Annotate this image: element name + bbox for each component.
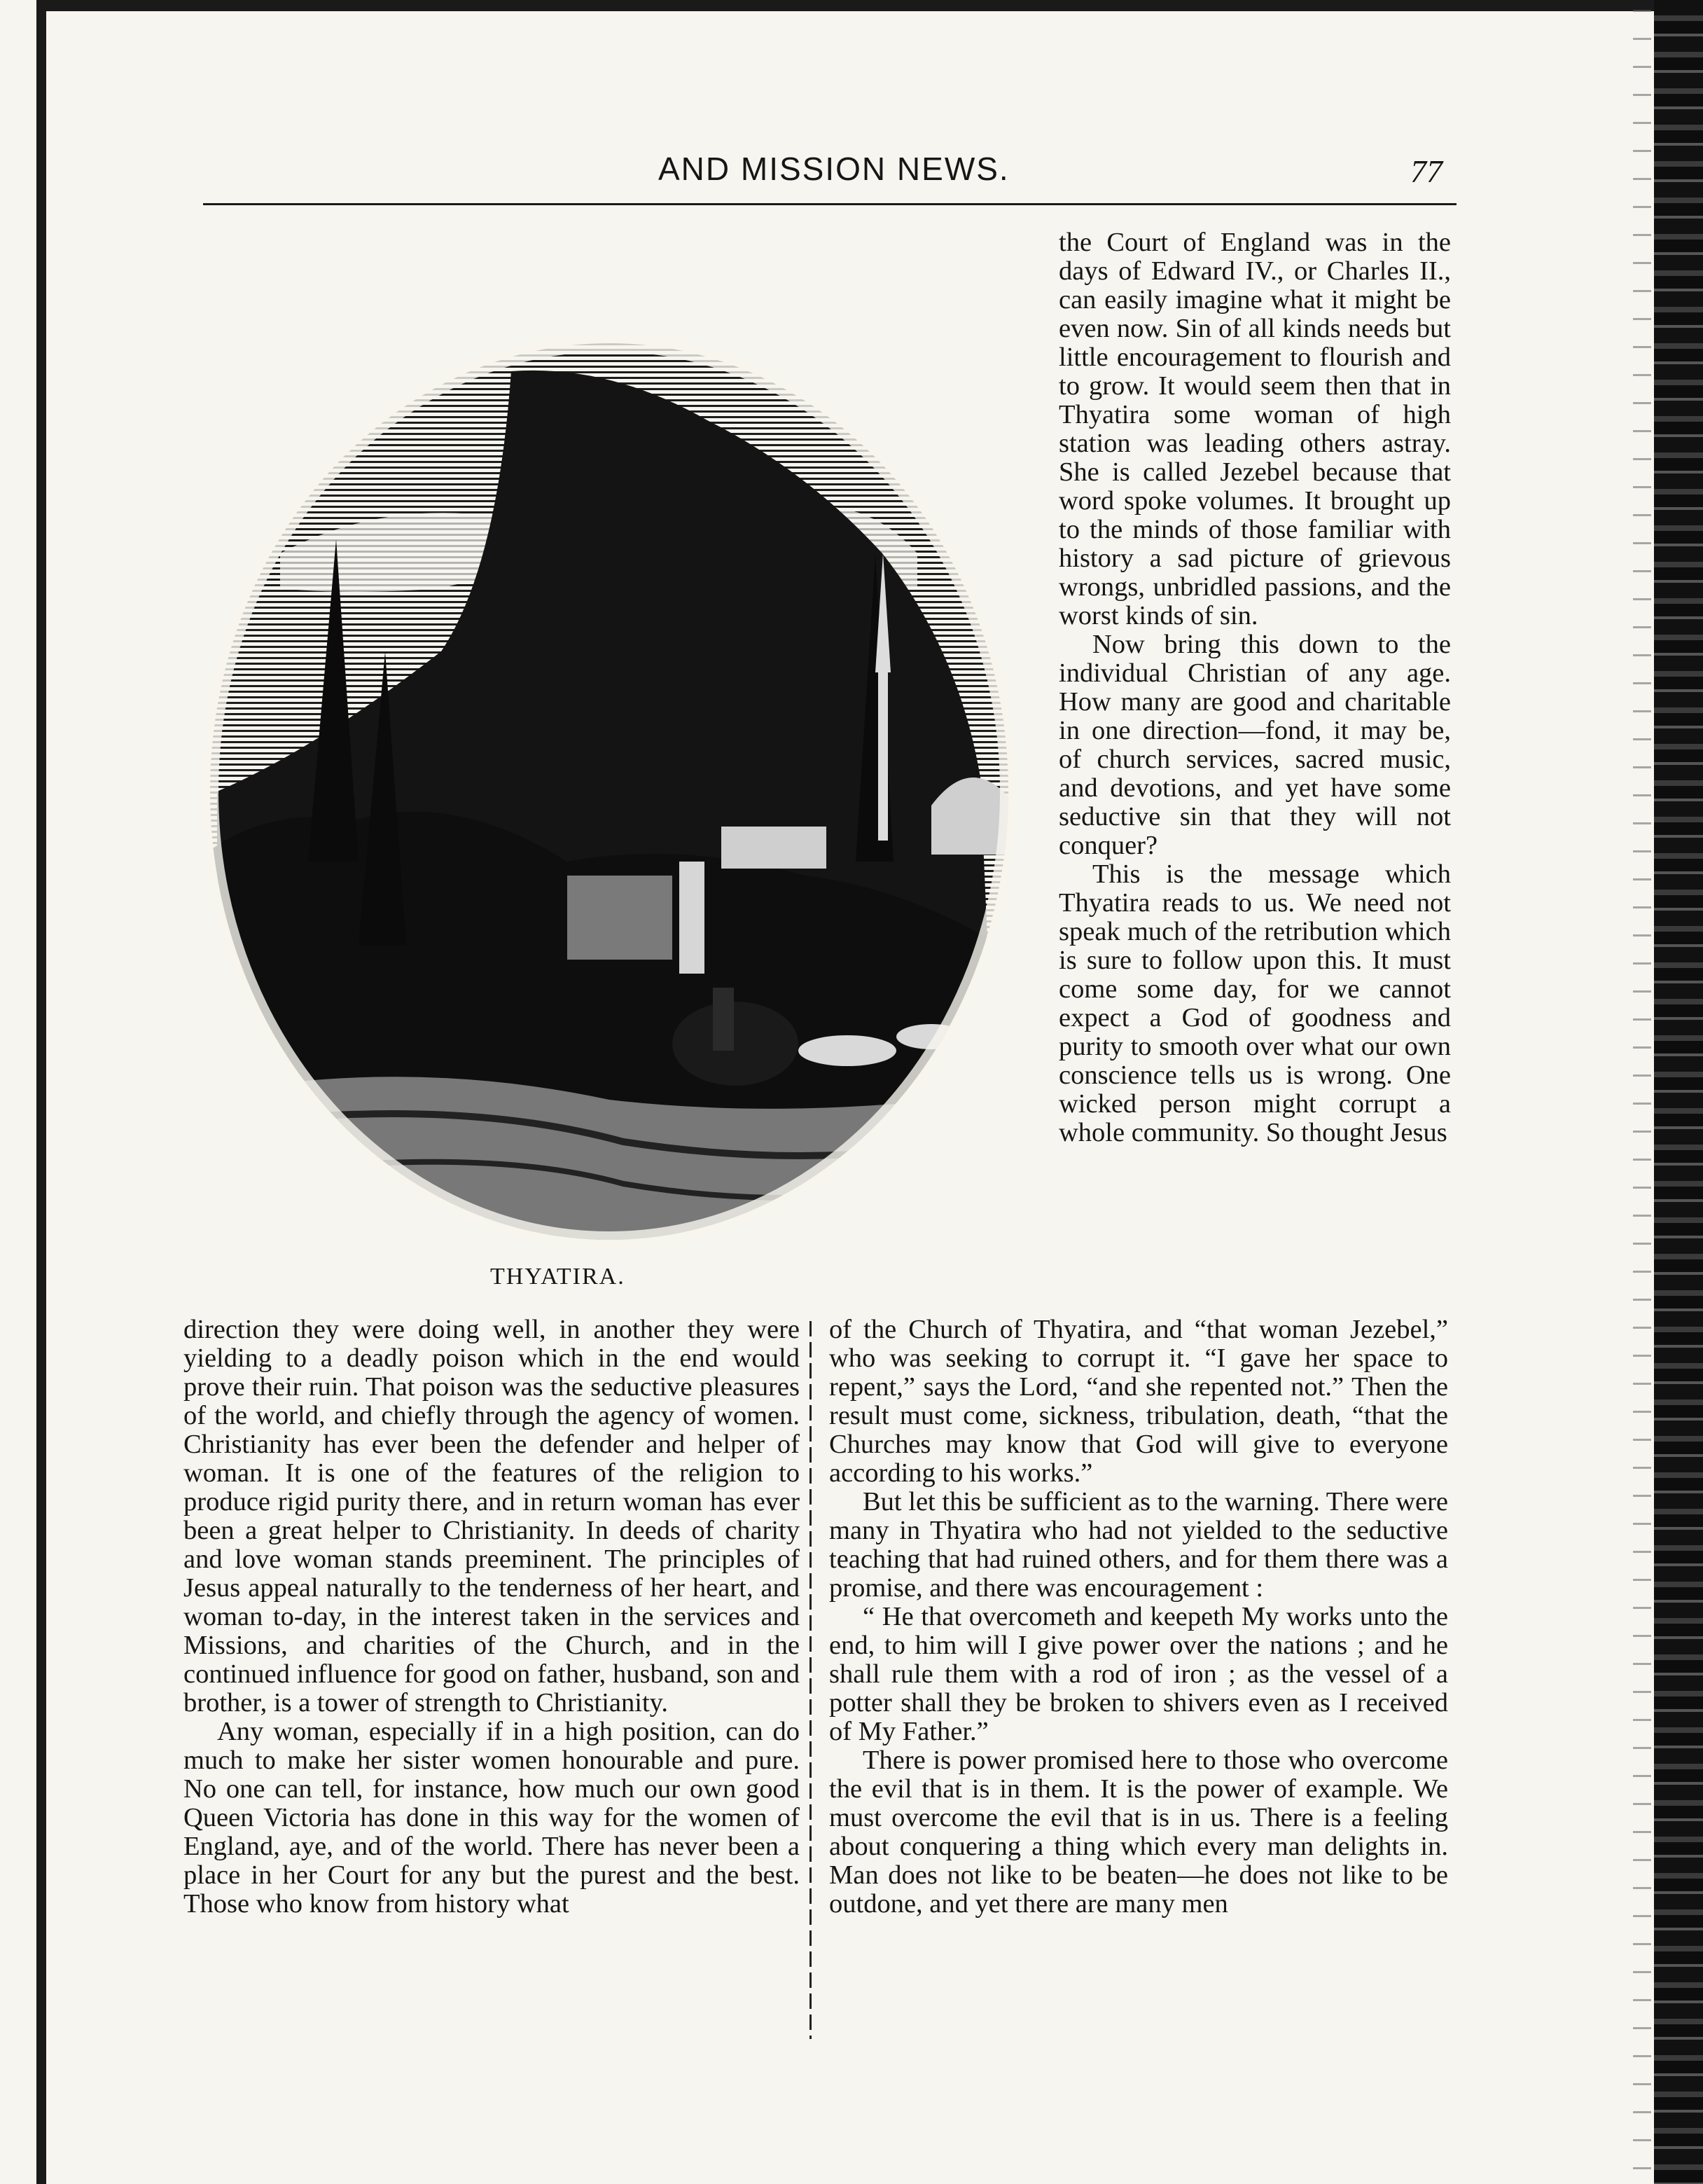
thyatira-engraving: [175, 259, 1043, 1261]
page-frame-top: [36, 0, 1675, 11]
page-frame-left: [36, 0, 46, 2184]
paragraph: the Court of England was in the days of Edward IV., or Charles II., can easily imagine what it might be even now. Sin of all kinds needs but little encouragement to flourish and to grow. It would seem then that in Thyatira some woman of high station was leading others astray. She is called Jezebel because that word spoke volumes. It brought up to the minds of those familiar with history a sad picture of grievous wrongs, unbridled passions, and the worst kinds of sin.: [1059, 228, 1451, 630]
paragraph: direction they were doing well, in another they were yielding to a deadly poison which in the end would prove their ruin. That poison was the seductive pleasures of the world, and chiefly through the agency of women. Christianity has ever been the defender and helper of woman. It is one of the features of the religion to produce rigid purity there, and in return woman has ever been a great helper to Christianity. In deeds of charity and love woman stands preeminent. The principles of Jesus appeal naturally to the tenderness of her heart, and woman to-day, in the interest taken in the services and Missions, and charities of the Church, and in the continued influence for good on father, husband, son and brother, is a tower of strength to Christianity.: [183, 1315, 800, 1718]
paragraph: This is the message which Thyatira reads to us. We need not speak much of the retribution which is sure to follow upon this. It must come some day, for we cannot expect a God of goodness and purity to smooth over what our own conscience tells us is wrong. One wicked person might corrupt a whole community. So thought Jesus: [1059, 859, 1451, 1147]
header-title: AND MISSION NEWS.: [658, 151, 1010, 187]
paragraph: of the Church of Thyatira, and “that woman Jezebel,” who was seeking to corrupt it. “I gave her space to repent,” says the Lord, “and she repented not.” Then the result must come, sickness, tribulation, death, “that the Churches may know that God will give to everyone according to his works.”: [829, 1315, 1448, 1488]
running-header: [203, 150, 1457, 192]
header-rule: [203, 203, 1457, 205]
column-divider: [809, 1321, 812, 2039]
paragraph: There is power promised here to those who overcome the evil that is in them. It is the power of example. We must overcome the evil that is in us. There is a feeling about conquering a thing which every man delights in. Man does not like to be beaten—he does not like to be outdone, and yet there are many men: [829, 1746, 1448, 1919]
page-number: 77: [1410, 153, 1443, 189]
paragraph: Any woman, especially if in a high position, can do much to make her sister women honourable and pure. No one can tell, for instance, how much our own good Queen Victoria has done in this way for the women of England, aye, and of the world. There has never been a place in her Court for any but the purest and the best. Those who know from history what: [183, 1717, 800, 1919]
illustration-caption: THYATIRA.: [490, 1264, 625, 1290]
paragraph: Now bring this down to the individual Christian of any age. How many are good and charitable in one direction—fond, it may be, of church services, sacred music, and devotions, and yet have some seductive sin that they will not conquer?: [1059, 630, 1451, 860]
right-column-bottom: [829, 1315, 1448, 1919]
page-edge-shadow: [1654, 0, 1703, 2184]
right-column-top: [1059, 228, 1451, 1147]
paragraph: But let this be sufficient as to the warning. There were many in Thyatira who had not yielded to the seductive teaching that had ruined others, and for them there was a promise, and there was encouragement :: [829, 1487, 1448, 1603]
paragraph: “ He that overcometh and keepeth My works unto the end, to him will I give power over the nations ; and he shall rule them with a rod of iron ; as the vessel of a potter shall they be broken to shivers even as I received of My Father.”: [829, 1602, 1448, 1746]
left-column-bottom: [183, 1315, 800, 1919]
